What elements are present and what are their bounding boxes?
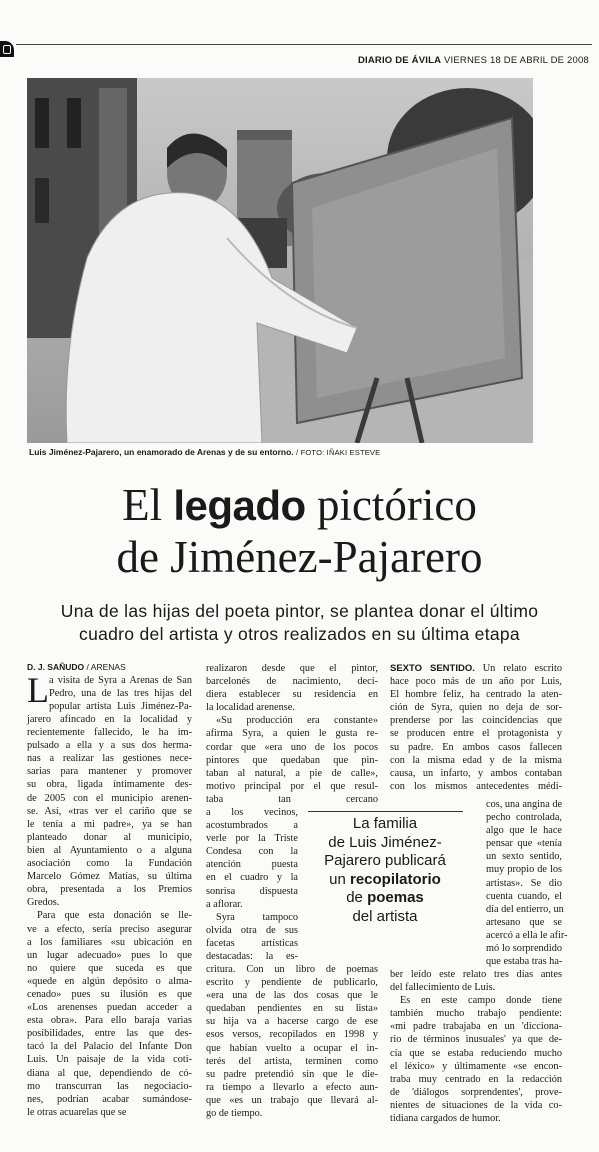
subhead-line-1: Una de las hijas del poeta pintor, se plantea donar el último (60, 601, 539, 621)
pullquote-text: de (346, 889, 368, 906)
issue-date: VIERNES 18 DE ABRIL DE 2008 (444, 55, 589, 66)
text-line: sonrisa dispuesta (206, 885, 298, 897)
subhead-line-2: cuadro del artista y otros realizados en su última etapa (79, 624, 520, 644)
text-line: nientes de situaciones de la vida co- (390, 1099, 562, 1111)
pullquote-line: del artista (352, 907, 418, 925)
col3-top-lines (390, 675, 562, 793)
text-line: tidiana cargados de humor. (390, 1113, 501, 1125)
pullquote-bold: recopilatorio (350, 870, 441, 888)
text-line: un lugar adecuado» pues lo que (27, 949, 192, 961)
text-line: muy propio de los (486, 864, 562, 876)
column-3-top (390, 662, 562, 793)
text-line: acostumbrados a (206, 820, 298, 832)
text-line: cordar que «era uno de los pocos (206, 741, 378, 753)
text-line: Gredos. (27, 897, 60, 909)
headline-post: pictórico (305, 480, 477, 530)
text-line: afirma Syra, a quien le gusta re- (206, 728, 378, 740)
text-line: Luis. Un paisaje de la vida coti- (27, 1054, 192, 1066)
text-line: su obra, ligada íntimamente des- (27, 779, 192, 791)
column-1-body (27, 713, 192, 1119)
text-line: destacadas: la es- (206, 951, 298, 963)
text-line: recientemente fallecido, le ha im- (27, 727, 192, 739)
text-line: su padre. En ambos casos fallecen (390, 741, 562, 753)
text-line: ción de Syra, quien no deja de sor- (390, 702, 562, 714)
col3-line: Un relato escrito (482, 663, 562, 674)
text-line: le tenía a mi padre», ya se han (27, 818, 192, 830)
text-line: atención puesta (206, 859, 298, 871)
masthead (358, 55, 589, 66)
text-line: ra tiempo a llevarlo a efecto aun- (206, 1081, 378, 1093)
text-line: nes, podrían acabar sumándose- (27, 1093, 192, 1105)
caption-text: Luis Jiménez-Pajarero, un enamorado de Arenas y de su entorno. (29, 447, 294, 457)
text-line: algo que le hace (486, 825, 562, 837)
column-1-intro (49, 674, 192, 713)
text-line: quedaban pendientes en su lista» (206, 1003, 378, 1015)
text-line: del fallecimiento de Luis. (390, 982, 496, 994)
text-line: causa, un infarto, y ambos contaban (390, 767, 562, 779)
pullquote-line (305, 871, 465, 890)
text-line: a los vecinos, (206, 807, 298, 818)
text-line: cía que se estaba reduciendo mucho (390, 1047, 562, 1059)
photo-caption (29, 447, 380, 457)
text-line: le otras acuarelas que se (27, 1106, 127, 1118)
pullquote-rule-top (308, 811, 463, 812)
text-line: el léxico» y últimamente «se encon- (390, 1060, 562, 1072)
text-line: cuenta cuando, el (486, 890, 562, 902)
text-line: día del entierro, un (486, 903, 564, 915)
text-line: pintores que quedaban que pin- (206, 754, 378, 766)
text-line: verle por la Triste (206, 833, 298, 845)
text-line: prenderse por las coincidencias que (390, 715, 562, 727)
column-2-bottom (206, 963, 378, 1120)
pullquote-line: La familia (352, 815, 418, 832)
text-line: la localidad arenense. (206, 702, 295, 714)
text-line: con la misma edad y de la misma (390, 754, 562, 766)
text-line: obra, presentada a los Premios (27, 884, 192, 896)
pullquote-line: de Luis Jiménez- (328, 833, 442, 851)
publication-name: DIARIO DE ÁVILA (357, 55, 442, 66)
text-line: que «es un trabajo que llevará al- (206, 1094, 378, 1106)
text-line: artistas». Se dio (486, 877, 562, 889)
text-line: escrito y pendiente de publicarlo, (206, 977, 378, 989)
drop-cap: L (27, 670, 49, 710)
text-line: artesano que se (486, 916, 562, 928)
headline-bold: legado (173, 482, 306, 529)
text-line: realizaron desde que el pintor, (206, 663, 378, 674)
text-line: nas a realizar las gestiones nece- (27, 753, 192, 765)
article-photo (27, 78, 533, 443)
column-3-bottom (390, 968, 562, 1125)
text-line: «Los arenenses puedan acceder a (27, 1002, 192, 1014)
text-line: asociación como la Fundación (27, 858, 192, 870)
pullquote-line: Pajarero publicará (324, 852, 446, 869)
text-line: su padre pretendió sin que le die- (206, 1068, 378, 1080)
text-line: mó lo sorprendido (486, 943, 562, 955)
column-2-narrow (206, 806, 298, 963)
text-line: de 'diálogos sorprendentes', prove- (390, 1086, 562, 1098)
text-line: popular artista Luis Jiménez-Pa- (49, 701, 192, 713)
text-line: taba tan cercano (206, 793, 378, 805)
text-line: esta obra». Para ello baraja varias (27, 1015, 192, 1027)
byline-place: / ARENAS (86, 662, 126, 672)
text-line: pensar que «tenía (486, 838, 562, 850)
column-3-narrow (486, 798, 568, 968)
text-line: su hija va a hacerse cargo de ese (206, 1016, 378, 1028)
text-line: a visita de Syra a Arenas de San (49, 675, 192, 686)
text-line: taban al natural, a pie de calle», (206, 767, 378, 779)
text-line: diana al que, dependiendo de có- (27, 1067, 192, 1079)
text-line: pecho controlada, (486, 812, 562, 824)
text-line: «quede en algún depósito o alma- (27, 975, 192, 987)
byline-author: D. J. SAÑUDO (27, 662, 85, 672)
text-line: sarias para mantener y promover (27, 766, 192, 778)
pullquote-text: un (329, 870, 350, 888)
text-line: barcelonés de nacimiento, deci- (206, 676, 378, 688)
pullquote-bold: poemas (367, 889, 424, 906)
col3-first-line (390, 662, 562, 675)
text-line: tacó la del Palacio del Infante Don (27, 1041, 192, 1053)
text-line: Pedro, una de las tres hijas del (49, 688, 192, 700)
text-line: que habían vuelto a ocupar el in- (206, 1042, 378, 1054)
text-line: esos versos, recopilados en 1998 y (206, 1029, 378, 1041)
text-line: traba muy centrado en la redacción (390, 1073, 562, 1085)
text-line: «era una de las dos cosas que le (206, 990, 378, 1002)
text-line: que estaba tras ha- (486, 956, 563, 968)
headline-line-2: de Jiménez-Pajarero (116, 532, 483, 582)
text-line: se. Así, «tras ver el cariño que se (27, 805, 192, 817)
text-line: El hombre feliz, ha centrado la aten- (390, 689, 562, 701)
header-rule (16, 44, 592, 45)
text-line: se producen entre el protagonista y (390, 728, 562, 740)
text-line: a aflorar. (206, 898, 243, 910)
text-line: bien al Ayuntamiento o a alguna (27, 844, 192, 856)
text-line: olvida otra de sus (206, 924, 298, 936)
text-line: Marcelo Gómez Matías, su última (27, 871, 192, 883)
headline-pre: El (122, 480, 174, 530)
text-line: ve a efecto, sería preciso asegurar (27, 923, 192, 935)
text-line: Condesa con la (206, 846, 298, 858)
section-heading: SEXTO SENTIDO. (390, 663, 475, 674)
text-line: un sexto sentido, (486, 851, 562, 863)
text-line: hace poco más de un año por Luis, (390, 676, 562, 688)
text-line: rio de términos inusuales' ya que de- (390, 1034, 562, 1046)
column-2-top (206, 662, 378, 806)
text-line: con los mismos antecedentes médi- (390, 780, 562, 792)
text-line: posibilidades, entre las que des- (27, 1028, 192, 1040)
text-line: critura. Con un libro de poemas (206, 964, 378, 975)
text-line: diera establecer su residencia en (206, 689, 378, 701)
text-line: cos, una angina de (486, 799, 563, 810)
text-line: «Su producción era constante» (216, 715, 378, 727)
text-line: no quiere que suceda es que (27, 962, 192, 974)
text-line: a los familiares «su ubicación en (27, 936, 192, 948)
text-line: planteado donar al municipio, (27, 831, 192, 843)
pullquote (305, 815, 465, 926)
text-line: «mi padre trabajaba en un 'dicciona- (390, 1021, 562, 1033)
text-line: jarero afincado en la localidad y (27, 714, 192, 725)
text-line: de 2005 con el municipio arenen- (27, 792, 192, 804)
text-line: mo transcurran las negociacio- (27, 1080, 192, 1092)
text-line: motivo principal por el que resul- (206, 780, 378, 792)
text-line: también mucho trabajo pendiente: (390, 1008, 562, 1020)
page-header (0, 26, 599, 66)
text-line: Para que esta donación se lle- (37, 910, 192, 922)
text-line: ber leído este relato tres días antes (390, 969, 562, 980)
pullquote-line (305, 889, 465, 908)
headline-line-1 (0, 480, 599, 531)
text-line: cenado» pues su ilusión es que (27, 988, 192, 1000)
text-line: Es en este campo donde tiene (400, 995, 562, 1007)
text-line: terés del artista, terminen como (206, 1055, 378, 1067)
text-line: go de tiempo. (206, 1108, 263, 1120)
text-line: Syra tampoco (216, 911, 298, 923)
text-line: en el cuadro y la (206, 872, 298, 884)
photo-credit: / FOTO: IÑAKI ESTEVE (296, 448, 381, 457)
text-line: facetas artísticas (206, 937, 298, 949)
text-line: pulsado a ella y a sus dos herma- (27, 740, 192, 752)
text-line: acercó a ella le afir- (486, 929, 568, 941)
section-tab-icon (0, 41, 14, 57)
